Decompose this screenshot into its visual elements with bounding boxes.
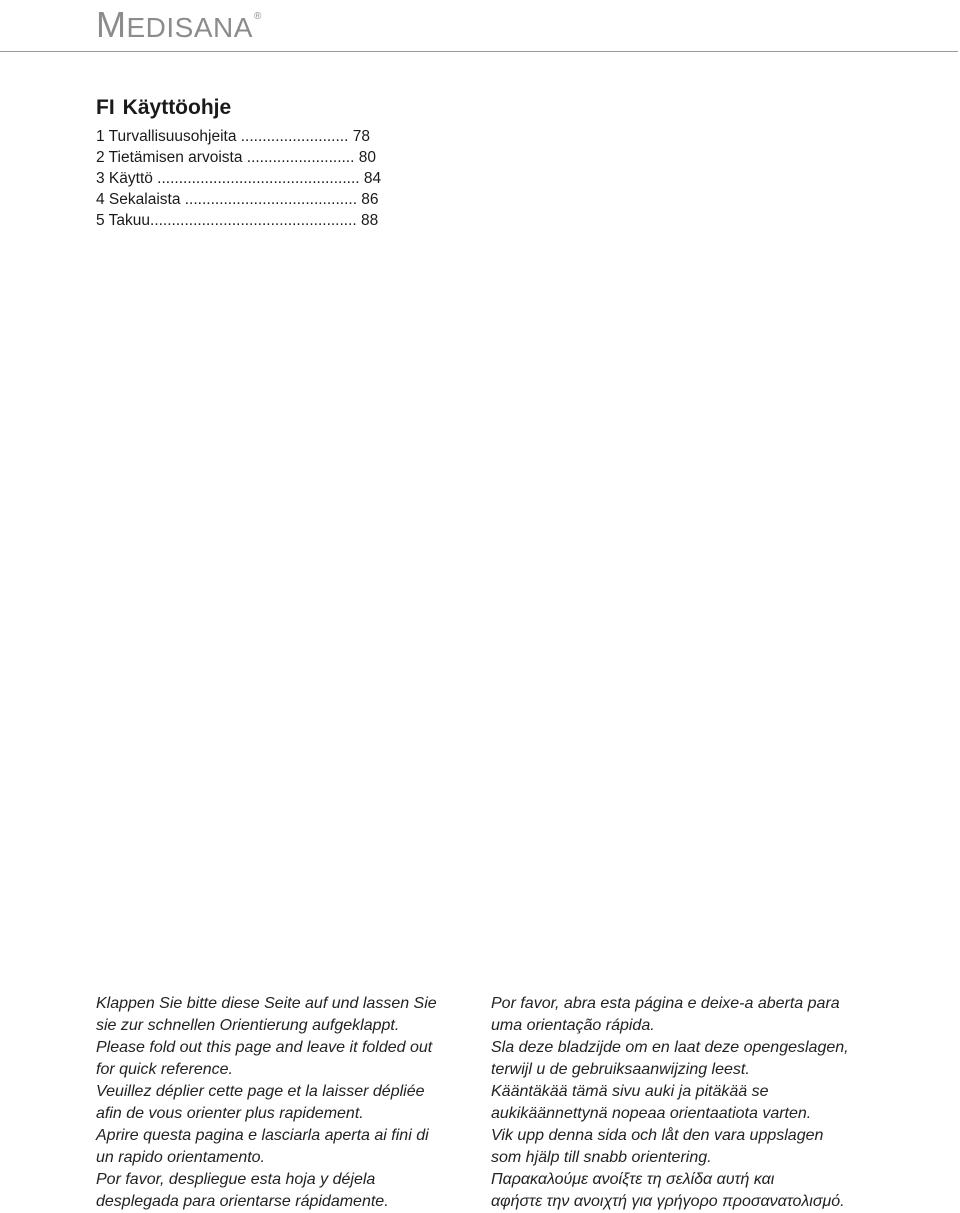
logo-wordmark: EDISANA xyxy=(126,12,253,43)
note-line: un rapido orientamento. xyxy=(96,1149,265,1166)
note-line: Vik upp denna sida och låt den vara uppslagen xyxy=(491,1127,824,1144)
note-line: Aprire questa pagina e lasciarla aperta ai fini di xyxy=(96,1127,429,1144)
note-line: sie zur schnellen Orientierung aufgeklappt. xyxy=(96,1017,400,1034)
note-line: uma orientação rápida. xyxy=(491,1017,655,1034)
toc-item-warranty: 5 Takuu................................................ 88 xyxy=(96,212,379,229)
logo-initial: M xyxy=(96,4,127,45)
note-line: afin de vous orienter plus rapidement. xyxy=(96,1105,364,1122)
note-line: Please fold out this page and leave it folded out xyxy=(96,1039,433,1056)
language-code: FI xyxy=(96,96,115,119)
note-line: aukikäännettynä nopeaa orientaatiota varten. xyxy=(491,1105,812,1122)
note-line: Παρακαλούμε ανοίξτε τη σελίδα αυτή και xyxy=(491,1171,775,1188)
toc-list xyxy=(96,126,381,231)
toc-item-usage: 3 Käyttö ............................................... 84 xyxy=(96,170,382,187)
toc-title: Käyttöohje xyxy=(122,96,232,119)
note-line: Kääntäkää tämä sivu auki ja pitäkää se xyxy=(491,1083,769,1100)
note-line: αφήστε την ανοιχτή για γρήγορο προσανατολισμό. xyxy=(491,1193,845,1210)
note-line: desplegada para orientarse rápidamente. xyxy=(96,1193,389,1210)
header-divider xyxy=(0,51,958,52)
toc-item-misc: 4 Sekalaista ........................................ 86 xyxy=(96,191,379,208)
note-line: Por favor, despliegue esta hoja y déjela xyxy=(96,1171,376,1188)
fold-out-note-right xyxy=(491,993,911,1213)
note-line: terwijl u de gebruiksaanwijzing leest. xyxy=(491,1061,750,1078)
note-line: for quick reference. xyxy=(96,1061,233,1078)
note-line: Sla deze bladzijde om en laat deze opengeslagen, xyxy=(491,1039,849,1056)
fold-out-note-left xyxy=(96,993,486,1213)
toc-item-values: 2 Tietämisen arvoista ......................... 80 xyxy=(96,149,376,166)
note-line: som hjälp till snabb orientering. xyxy=(491,1149,712,1166)
toc-item-safety: 1 Turvallisuusohjeita ......................... 78 xyxy=(96,128,370,145)
note-line: Veuillez déplier cette page et la laisser dépliée xyxy=(96,1083,425,1100)
medisana-logo xyxy=(96,4,262,46)
table-of-contents xyxy=(96,96,381,231)
toc-heading xyxy=(96,96,381,120)
note-line: Klappen Sie bitte diese Seite auf und lassen Sie xyxy=(96,995,437,1012)
registered-mark: ® xyxy=(253,11,262,22)
note-line: Por favor, abra esta página e deixe-a aberta para xyxy=(491,995,840,1012)
